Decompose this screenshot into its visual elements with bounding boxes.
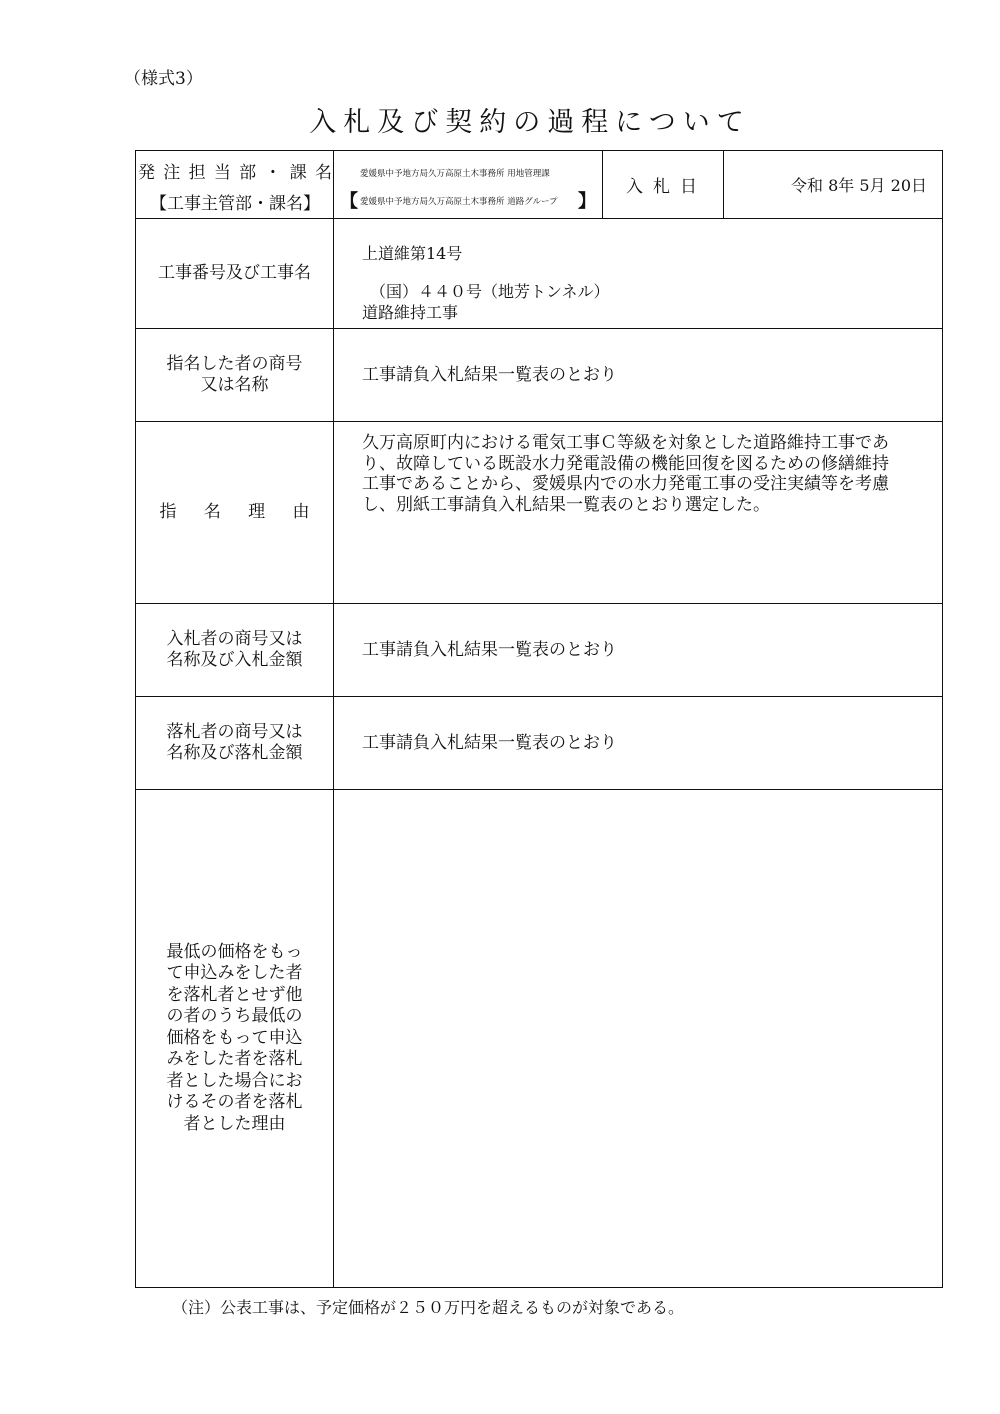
work-number: 上道維第14号 (362, 244, 463, 263)
non-lowest-label: 最低の価格をもっ て申込みをした者 を落札者とせず他 の者のうち最低の 価格をもって申込 みをした者を落札 者とした場合にお けるその者を落札 者とした理由 (166, 941, 303, 1134)
ordering-dept-name: 愛媛県中予地方局久万高原土木事務所 用地管理課 (360, 169, 550, 179)
reason-text: 久万高原町内における電気工事Ｃ等級を対象とした道路維持工事であ り、故障している既設水力発電設備の機能回復を図るための修繕維持 工事であることから、愛媛県内での水力発電工事の受注実績等を考慮 し、別紙工事請負入札結果一覧表のとおり選定した。 (362, 433, 889, 515)
nominee-label: 指名した者の商号 又は名称 (166, 354, 303, 395)
nominee-value: 工事請負入札結果一覧表のとおり (362, 364, 617, 385)
bracket-open: 【 (340, 191, 358, 212)
work-name: 道路維持工事 (362, 303, 459, 322)
bid-date-value: 令和 8年 5月 20日 (791, 175, 927, 195)
reason-label: 指 名 理 由 (159, 502, 310, 522)
page-title: 入札及び契約の過程について (309, 107, 751, 138)
dept-label-bottom: 【工事主管部・課名】 (150, 194, 320, 214)
bracket-close: 】 (578, 191, 596, 212)
winner-label: 落札者の商号又は 名称及び落札金額 (166, 722, 303, 763)
winner-value: 工事請負入札結果一覧表のとおり (362, 732, 617, 753)
non-lowest-value (362, 790, 932, 1287)
main-dept-name: 愛媛県中予地方局久万高原土木事務所 道路グループ (360, 197, 558, 207)
column-divider (333, 150, 334, 1288)
bidders-label: 入札者の商号又は 名称及び入札金額 (166, 629, 303, 670)
bidders-value: 工事請負入札結果一覧表のとおり (362, 639, 617, 660)
work-label: 工事番号及び工事名 (158, 263, 311, 283)
dept-label-top: 発 注 担 当 部 ・ 課 名 (138, 163, 332, 183)
form-number: （様式3） (124, 69, 203, 89)
footnote: （注）公表工事は、予定価格が２５０万円を超えるものが対象である。 (172, 1298, 685, 1317)
bid-date-label: 入札日 (626, 176, 707, 197)
work-route: （国）４４０号（地芳トンネル） (370, 282, 610, 301)
